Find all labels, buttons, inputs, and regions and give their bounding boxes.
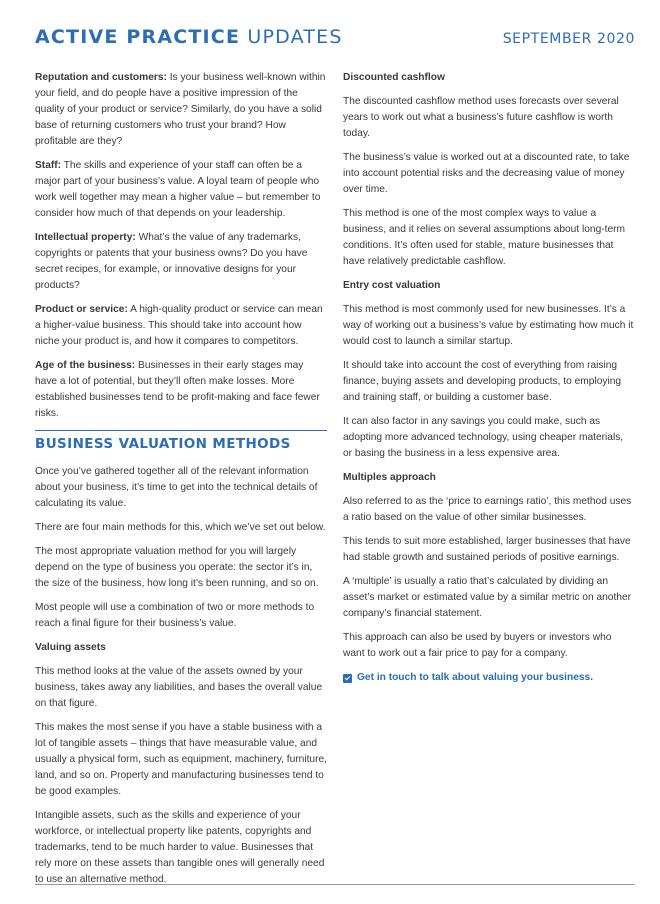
lead-label: Intellectual property: [35, 232, 136, 243]
entry-paragraph: This method is most commonly used for new businesses. It’s a way of working out a business’s value by estimating how much it would cost to launch a similar startup. [343, 304, 634, 347]
paragraph-product-service [35, 302, 327, 350]
assets-paragraph: Intangible assets, such as the skills and experience of your workforce, or intellectual property like patents, copyrights and trademarks, tend to be much harder to value. Businesses that rely more on these assets than tangible ones will generally need to use an alternative method. [35, 810, 325, 885]
assets-paragraph: This makes the most sense if you have a stable business with a lot of tangible assets – things that have measurable value, and usually a physical form, such as equipment, machinery, furniture, land, and so on. Property and manufacturing businesses tend to be good examples. [35, 722, 327, 797]
lead-label: Product or service: [35, 304, 128, 315]
assets-paragraph: This method looks at the value of the assets owned by your business, takes away any liabilities, and bases the overall value on that figure. [35, 666, 323, 709]
subheading-valuing-assets: Valuing assets [35, 642, 106, 653]
multiples-paragraph: This approach can also be used by buyers or investors who want to work out a fair price to pay for a company. [343, 632, 612, 659]
multiples-paragraph: A ‘multiple’ is usually a ratio that’s calculated by dividing an asset’s market or estimated value by a similar metric on another company’s financial statement. [343, 576, 632, 619]
dcf-paragraph: The business’s value is worked out at a discounted rate, to take into account potential risks and the decreasing value of money over time. [343, 152, 630, 195]
paragraph-age [35, 358, 327, 422]
subheading-multiples: Multiples approach [343, 472, 436, 483]
lead-label: Staff: [35, 160, 62, 171]
checkbox-arrow-icon [343, 674, 352, 683]
right-column [343, 70, 635, 686]
multiples-paragraph: Also referred to as the ‘price to earnings ratio’, this method uses a ratio based on the value of other similar businesses. [343, 496, 632, 523]
footer-divider [35, 884, 635, 885]
section-paragraph: Once you’ve gathered together all of the relevant information about your business, it’s time to get into the technical details of calculating its value. [35, 466, 318, 509]
subheading-discounted-cashflow: Discounted cashflow [343, 72, 445, 83]
section-paragraph: The most appropriate valuation method for you will largely depend on the type of business you operate: the sector it’s in, the size of the business, how long it’s been running, and so on. [35, 546, 319, 589]
newsletter-title-light: UPDATES [247, 26, 343, 48]
section-paragraph: Most people will use a combination of two or more methods to reach a final figure for their business’s value. [35, 602, 315, 629]
paragraph-intellectual-property [35, 230, 327, 294]
section-paragraph: There are four main methods for this, which we’ve set out below. [35, 522, 326, 533]
section-heading: BUSINESS VALUATION METHODS [35, 430, 327, 454]
entry-paragraph: It should take into account the cost of everything from raising finance, buying assets and developing products, to employing and training staff, or building a customer base. [343, 360, 622, 403]
paragraph-staff [35, 158, 327, 222]
paragraph-reputation [35, 70, 327, 150]
newsletter-title [35, 26, 343, 48]
contact-link[interactable] [343, 670, 635, 686]
lead-label: Reputation and customers: [35, 72, 167, 83]
lead-label: Age of the business: [35, 360, 136, 371]
issue-date: SEPTEMBER 2020 [502, 31, 635, 47]
paragraph-text: Businesses in their early stages may have a lot of potential, but they’ll often make losses. More established businesses tend to be profit-making and face fewer risks. [35, 360, 320, 419]
paragraph-text: What’s the value of any trademarks, copyrights or patents that your business owns? Do you have secret recipes, for example, or innovative designs for your products? [35, 232, 308, 291]
paragraph-text: Is your business well-known within your field, and do people have a positive impression of the quality of your product or service? Similarly, do you have a solid base of returning customers who trust your brand? How profitable are they? [35, 72, 326, 147]
dcf-paragraph: This method is one of the most complex ways to value a business, and it relies on several assumptions about long-term conditions. It’s often used for stable, mature businesses that have relatively predictable cashflow. [343, 208, 626, 267]
masthead [35, 26, 635, 52]
subheading-entry-cost: Entry cost valuation [343, 280, 441, 291]
paragraph-text: A high-quality product or service can mean a higher-value business. This should take into account how niche your product is, and how it compares to competitors. [35, 304, 323, 347]
left-column [35, 70, 327, 896]
multiples-paragraph: This tends to suit more established, larger businesses that have had stable growth and sustained periods of positive earnings. [343, 536, 631, 563]
paragraph-text: The skills and experience of your staff can often be a major part of your business’s value. A loyal team of people who work well together may mean a higher value – but remember to consider how much of that depends on your leadership. [35, 160, 321, 219]
newsletter-title-bold: ACTIVE PRACTICE [35, 26, 241, 48]
dcf-paragraph: The discounted cashflow method uses forecasts over several years to work out what a business’s future cashflow is worth today. [343, 96, 619, 139]
entry-paragraph: It can also factor in any savings you could make, such as adopting more advanced technology, using cheaper materials, or basing the business in a less expensive area. [343, 416, 624, 459]
contact-link-text[interactable]: Get in touch to talk about valuing your business. [357, 672, 594, 683]
